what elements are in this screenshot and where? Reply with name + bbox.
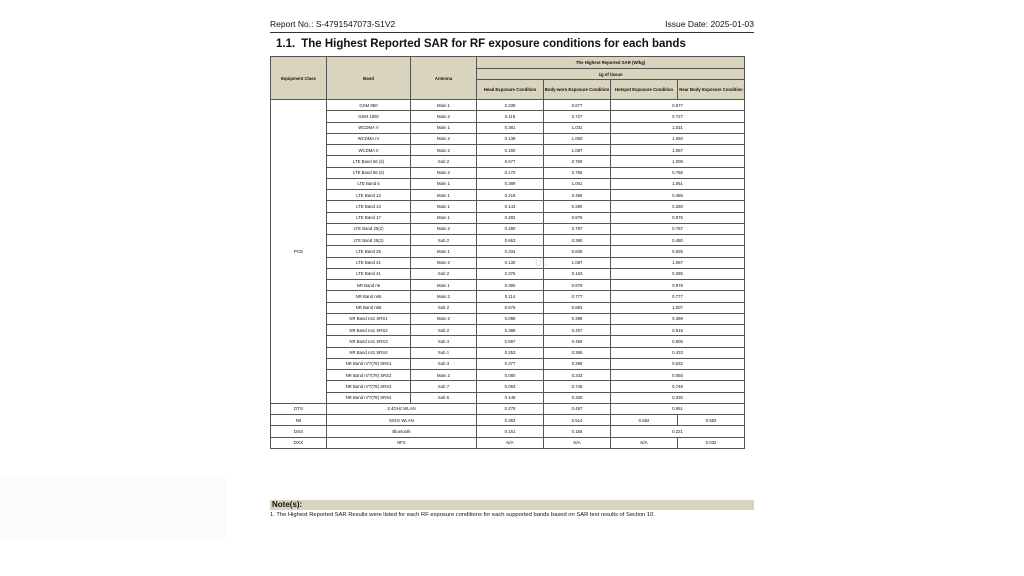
antenna-cell: Main 2 [411,167,477,178]
band-cell: WCDMA IV [327,133,411,144]
body-worn-sar-cell: 0.835 [544,246,611,257]
body-worn-sar-cell: 1.060 [544,133,611,144]
table-row [271,358,745,369]
body-worn-sar-cell: 0.365 [544,347,611,358]
side-panel [0,478,226,538]
hotspot-sar-cell: 0.515 [611,325,745,336]
band-cell: LTE Band 17 [327,212,411,223]
head-sar-cell: 0.161 [477,426,544,437]
table-row [271,291,745,302]
sar-table [270,56,745,449]
antenna-cell: Sub 2 [411,268,477,279]
body-worn-sar-cell: 0.787 [544,223,611,234]
table-row [271,201,745,212]
head-sar-cell: 0.677 [477,156,544,167]
body-worn-sar-cell: 0.456 [544,336,611,347]
antenna-cell: Main 2 [411,313,477,324]
antenna-cell: Main 1 [411,122,477,133]
antenna-cell: Main 1 [411,100,477,111]
hotspot-sar-cell: 0.480 [611,235,745,246]
head-sar-cell: 0.093 [477,381,544,392]
antenna-cell: Main 2 [411,133,477,144]
note-text: 1. The Highest Reported SAR Results were listed for each RF exposure conditions for each supported bands based on SAR test results of Section 10. [270,512,655,518]
band-cell: LTE Band 25(2) [327,235,411,246]
antenna-cell: Main 2 [411,223,477,234]
header-near-body: Near Body Exposure Condition [678,80,745,100]
antenna-cell: Sub 1 [411,347,477,358]
body-worn-sar-cell: 1.087 [544,145,611,156]
antenna-cell: Sub 6 [411,392,477,403]
antenna-cell: Main 1 [411,178,477,189]
report-number: Report No.: S-4791547073-S1V2 [270,19,396,29]
band-cell: NR Band n5 [327,280,411,291]
section-number: 1.1. [276,38,296,50]
hotspot-sar-cell: 0.727 [611,111,745,122]
table-row [271,426,745,437]
head-sar-cell: 0.114 [477,291,544,302]
antenna-cell: Sub 2 [411,235,477,246]
band-cell: LTE Band 41 [327,257,411,268]
hotspot-sar-cell: 0.280 [611,201,745,212]
equipment-class-cell: DSS [271,426,327,437]
body-worn-sar-cell: 0.979 [544,280,611,291]
head-sar-cell: 0.376 [477,268,544,279]
head-sar-cell: N/A [477,437,544,448]
body-worn-sar-cell: 0.514 [544,415,611,426]
band-cell: LTE Band 12 [327,190,411,201]
body-worn-sar-cell: 0.330 [544,392,611,403]
notes-label: Note(s): [272,500,303,509]
table-row [271,167,745,178]
head-sar-cell: 0.098 [477,313,544,324]
band-cell: NR Band n77(78) SRS2 [327,370,411,381]
head-sar-cell: 0.160 [477,145,544,156]
report-header [270,18,754,33]
antenna-cell: Main 2 [411,111,477,122]
body-worn-sar-cell: 0.755 [544,167,611,178]
hotspot-sar-cell: 0.285 [611,268,745,279]
equipment-class-cell: DXX [271,437,327,448]
head-sar-cell: 0.138 [477,133,544,144]
body-worn-sar-cell: 0.398 [544,358,611,369]
band-cell: NR Band n41 SRS1 [327,313,411,324]
table-row [271,122,745,133]
body-worn-sar-cell: 0.163 [544,268,611,279]
antenna-cell: Sub 2 [411,156,477,167]
hotspot-sar-cell: 0.787 [611,223,745,234]
section-title [276,38,686,50]
body-worn-sar-cell: 0.875 [544,212,611,223]
sar-table-body [271,100,745,449]
hotspot-sar-cell: 0.651 [611,403,745,414]
body-worn-sar-cell: 0.677 [544,100,611,111]
hotspot-sar-cell: 0.055 [611,370,745,381]
head-sar-cell: 0.218 [477,190,544,201]
table-row [271,280,745,291]
watermark-logo: UL [535,258,549,269]
header-tissue: 1g of tissue [477,69,745,80]
document-page [268,10,756,550]
hotspot-sar-cell: 0.748 [611,381,745,392]
table-row [271,325,745,336]
band-cell: LTE Band 66 (4) [327,167,411,178]
band-cell: LTE Band 26 [327,246,411,257]
antenna-cell: Sub 3 [411,358,477,369]
table-row [271,257,745,268]
body-worn-sar-cell: 1.087 [544,257,611,268]
hotspot-sar-cell: 1.031 [611,122,745,133]
hotspot-sar-cell: 1.009 [611,156,745,167]
body-worn-sar-cell: 0.399 [544,313,611,324]
band-cell: NR Band n66 [327,302,411,313]
head-sar-cell: 0.390 [477,280,544,291]
hotspot-sar-cell: 0.486 [611,190,745,201]
body-worn-sar-cell: 0.407 [544,325,611,336]
band-cell: 2.4GHz WLAN [327,403,477,414]
table-row [271,403,745,414]
near-body-sar-cell: 0.032 [678,437,745,448]
hotspot-sar-cell: 0.755 [611,167,745,178]
hotspot-sar-cell: 0.677 [611,100,745,111]
head-sar-cell: 0.334 [477,246,544,257]
head-sar-cell: 0.290 [477,223,544,234]
head-sar-cell: 0.381 [477,122,544,133]
head-sar-cell: 0.130 [477,257,544,268]
antenna-cell: Sub 7 [411,381,477,392]
hotspot-sar-cell: 1.087 [611,257,745,268]
equipment-class-cell: NII [271,415,327,426]
table-row [271,178,745,189]
body-worn-sar-cell: 0.893 [544,302,611,313]
head-sar-cell: 0.398 [477,325,544,336]
head-sar-cell: 0.676 [477,302,544,313]
body-worn-sar-cell: 0.155 [544,426,611,437]
body-worn-sar-cell: 0.748 [544,381,611,392]
table-row [271,235,745,246]
table-row [271,313,745,324]
header-antenna: Antenna [411,57,477,100]
body-worn-sar-cell: 0.497 [544,403,611,414]
band-cell: NR Band n41 SRS4 [327,347,411,358]
table-row [271,145,745,156]
band-cell: LTE Band 66 (4) [327,156,411,167]
band-cell: NR Band n41 SRS3 [327,336,411,347]
hotspot-sar-cell: 0.399 [611,313,745,324]
hotspot-sar-cell: 0.835 [611,246,745,257]
antenna-cell: Main 1 [411,190,477,201]
antenna-cell: Main 2 [411,370,477,381]
table-row [271,190,745,201]
table-row [271,156,745,167]
band-cell: GSM 1900 [327,111,411,122]
hotspot-sar-cell: 0.605 [611,336,745,347]
table-row [271,100,745,111]
header-equipment-class: Equipment Class [271,57,327,100]
hotspot-sar-cell: 1.007 [611,302,745,313]
header-highest-sar: The Highest Reported SAR (W/kg) [477,57,745,69]
head-sar-cell: 0.282 [477,212,544,223]
body-worn-sar-cell: 1.061 [544,178,611,189]
section-title-text: The Highest Reported SAR for RF exposure conditions for each bands [301,38,686,50]
head-sar-cell: 0.149 [477,392,544,403]
head-sar-cell: 0.080 [477,370,544,381]
body-worn-sar-cell: 0.486 [544,190,611,201]
header-hotspot: Hotspot Exposure Condition [611,80,678,100]
body-worn-sar-cell: 0.760 [544,156,611,167]
table-row [271,302,745,313]
band-cell: NR Band n41 SRS2 [327,325,411,336]
table-row [271,268,745,279]
band-cell: Bluetooth [327,426,477,437]
antenna-cell: Main 1 [411,212,477,223]
table-row [271,381,745,392]
notes-bar [270,500,754,510]
table-row [271,223,745,234]
hotspot-sar-cell: N/A [611,437,678,448]
equipment-class-pce: PCE [271,100,327,404]
head-sar-cell: 0.597 [477,336,544,347]
hotspot-sar-cell: 1.060 [611,133,745,144]
body-worn-sar-cell: 0.280 [544,201,611,212]
table-row [271,370,745,381]
table-row [271,212,745,223]
head-sar-cell: 0.389 [477,178,544,189]
head-sar-cell: 0.278 [477,403,544,414]
body-worn-sar-cell: 0.390 [544,235,611,246]
head-sar-cell: 0.143 [477,201,544,212]
hotspot-sar-cell: 1.061 [611,178,745,189]
body-worn-sar-cell: 0.777 [544,291,611,302]
header-body-worn: Body-worn Exposure Condition [544,80,611,100]
body-worn-sar-cell: 1.031 [544,122,611,133]
hotspot-sar-cell: 0.221 [611,426,745,437]
band-cell: WCDMA V [327,122,411,133]
header-band: Band [327,57,411,100]
antenna-cell: Sub 2 [411,325,477,336]
antenna-cell: Main 1 [411,280,477,291]
band-cell: WCDMA II [327,145,411,156]
band-cell: GSM 850 [327,100,411,111]
head-sar-cell: 0.663 [477,235,544,246]
band-cell: 5GHz WLAN [327,415,477,426]
head-sar-cell: 0.118 [477,111,544,122]
hotspot-sar-cell: 1.087 [611,145,745,156]
band-cell: NFC [327,437,477,448]
antenna-cell: Sub 2 [411,302,477,313]
hotspot-sar-cell: 0.632 [611,358,745,369]
band-cell: LTE Band 41 [327,268,411,279]
near-body-sar-cell: 0.582 [678,415,745,426]
head-sar-cell: 0.353 [477,415,544,426]
table-row [271,415,745,426]
body-worn-sar-cell: 0.333 [544,370,611,381]
hotspot-sar-cell: 0.979 [611,280,745,291]
head-sar-cell: 0.339 [477,100,544,111]
head-sar-cell: 0.253 [477,347,544,358]
band-cell: NR Band n66 [327,291,411,302]
antenna-cell: Main 1 [411,201,477,212]
head-sar-cell: 0.377 [477,358,544,369]
issue-date: Issue Date: 2025-01-03 [665,19,754,29]
table-row [271,246,745,257]
antenna-cell: Main 1 [411,246,477,257]
band-cell: NR Band n77(78) SRS3 [327,381,411,392]
hotspot-sar-cell: 0.682 [611,415,678,426]
table-row [271,347,745,358]
antenna-cell: Main 2 [411,291,477,302]
hotspot-sar-cell: 0.433 [611,347,745,358]
band-cell: NR Band n77(78) SRS4 [327,392,411,403]
table-row [271,133,745,144]
body-worn-sar-cell: 0.727 [544,111,611,122]
table-row [271,336,745,347]
hotspot-sar-cell: 0.777 [611,291,745,302]
equipment-class-cell: DTS [271,403,327,414]
head-sar-cell: 0.170 [477,167,544,178]
antenna-cell: Sub 4 [411,336,477,347]
band-cell: LTE Band 5 [327,178,411,189]
table-row [271,437,745,448]
header-head: Head Exposure Condition [477,80,544,100]
band-cell: NR Band n77(78) SRS1 [327,358,411,369]
table-row [271,392,745,403]
antenna-cell: Main 2 [411,257,477,268]
hotspot-sar-cell: 0.875 [611,212,745,223]
table-row [271,111,745,122]
hotspot-sar-cell: 0.330 [611,392,745,403]
antenna-cell: Main 2 [411,145,477,156]
band-cell: LTE Band 13 [327,201,411,212]
body-worn-sar-cell: N/A [544,437,611,448]
band-cell: LTE Band 25(2) [327,223,411,234]
